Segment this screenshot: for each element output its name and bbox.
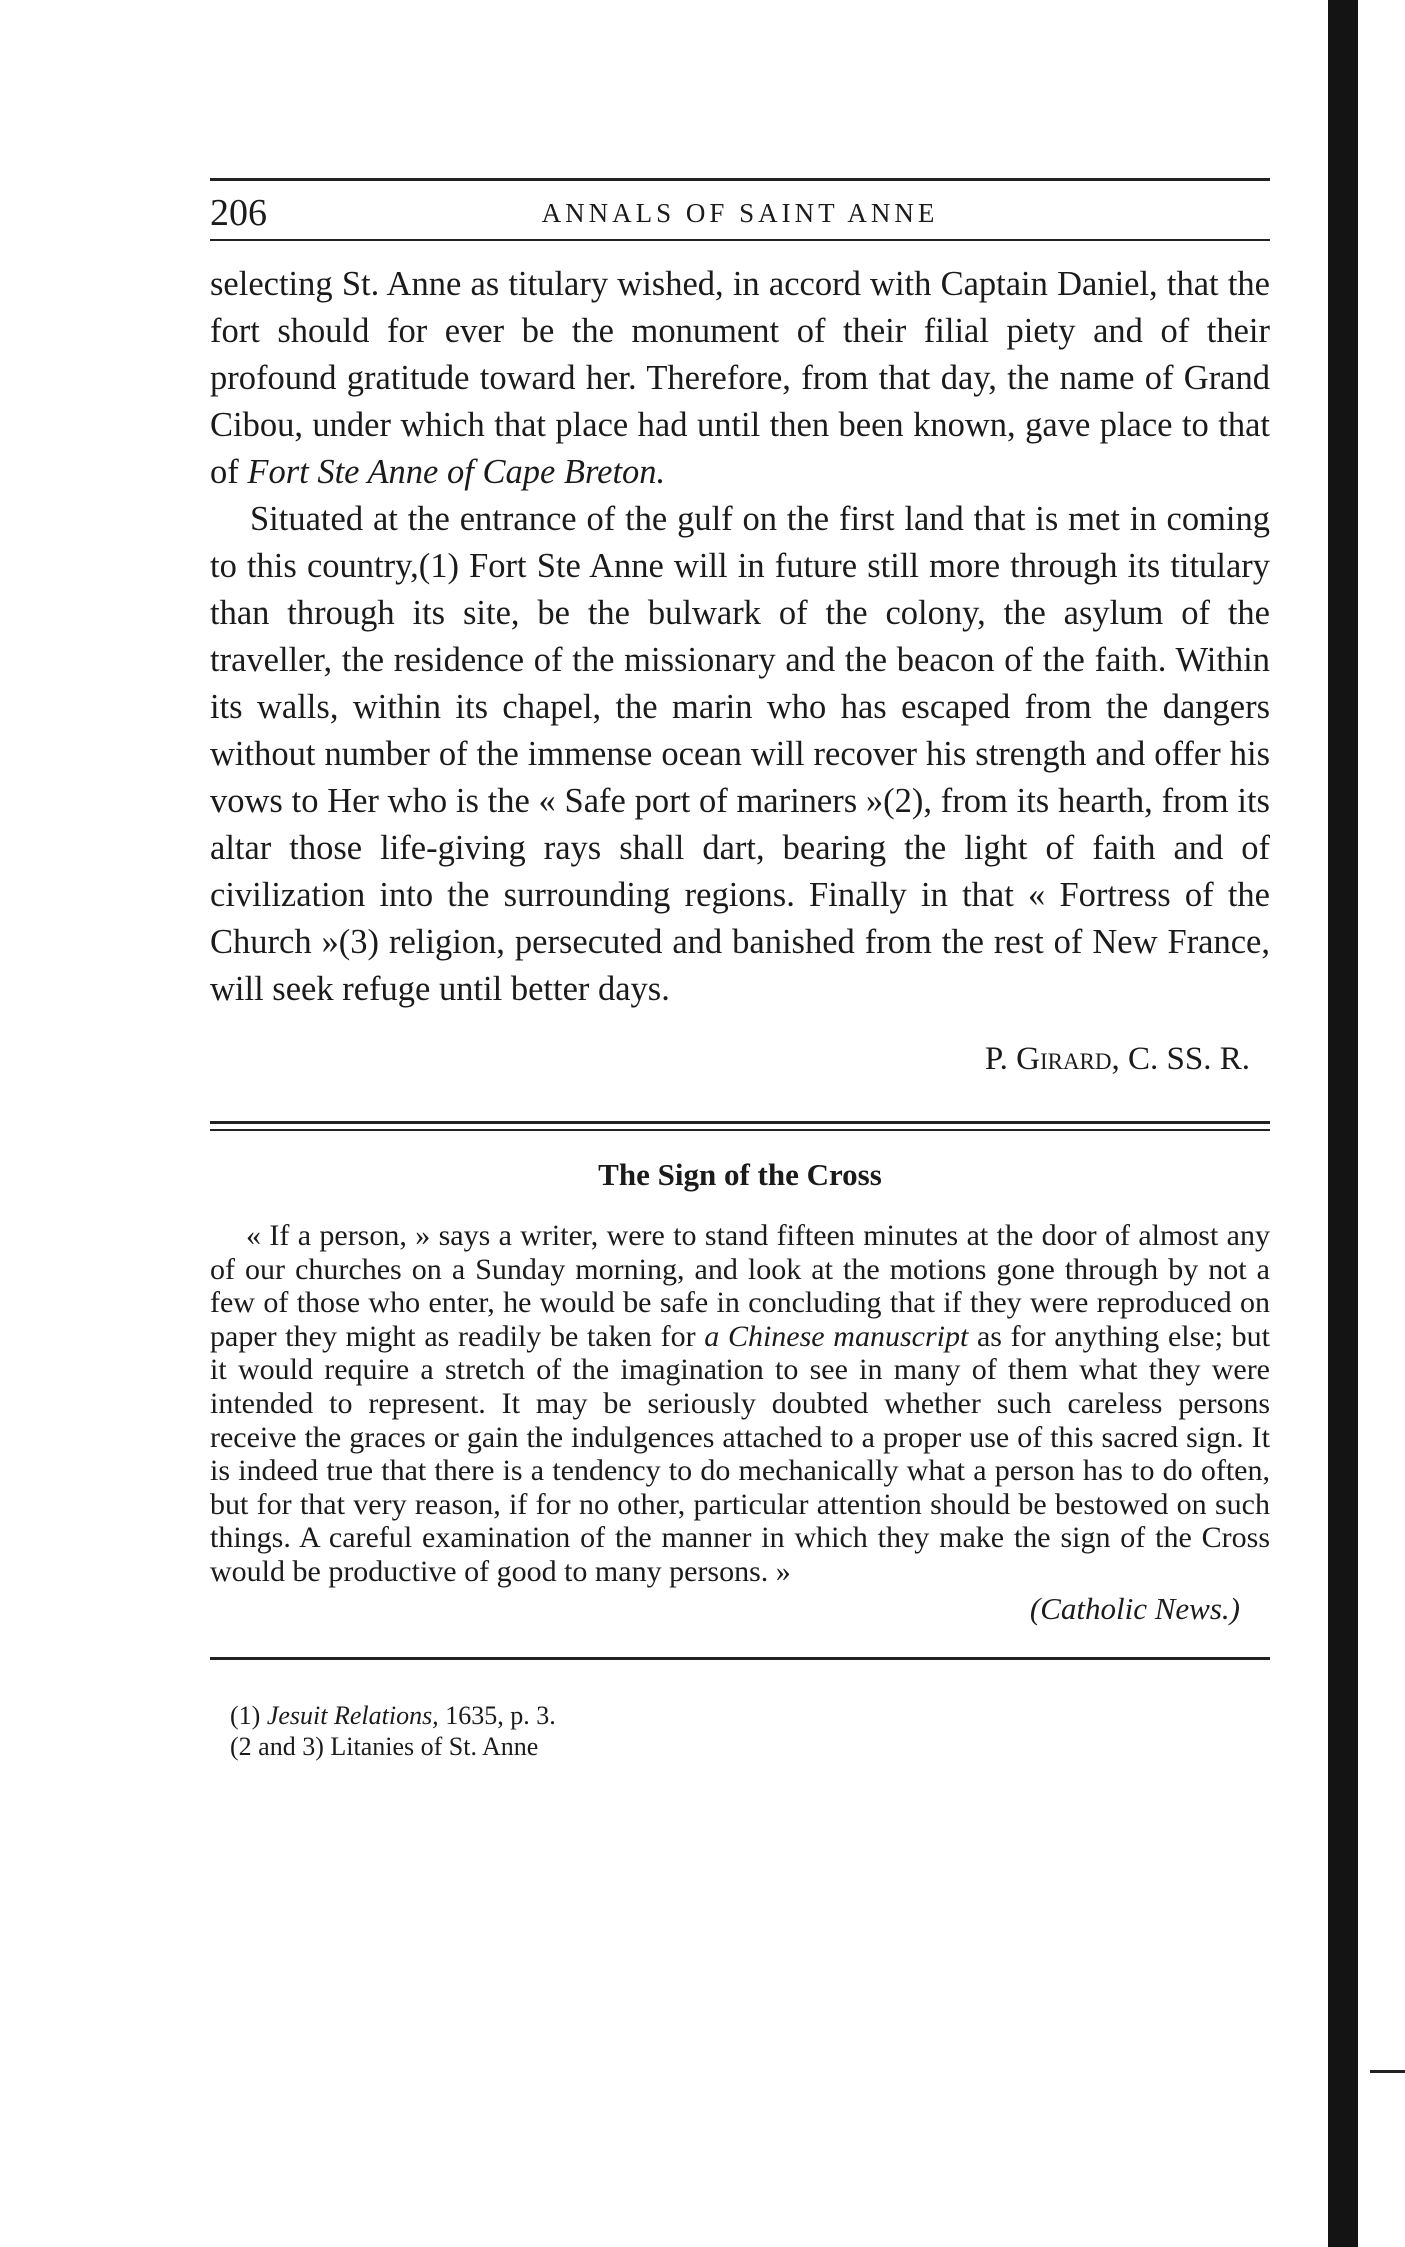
footnote-rule <box>210 1657 1270 1660</box>
running-title: ANNALS OF SAINT ANNE <box>541 198 939 228</box>
footnote-1 <box>230 1700 1270 1731</box>
article-body <box>210 261 1270 1013</box>
top-rule <box>210 178 1270 181</box>
paragraph-1 <box>210 261 1270 496</box>
section-body <box>210 1219 1270 1589</box>
page-edge-bar <box>1328 0 1358 2247</box>
author-signature <box>210 1039 1270 1079</box>
paragraph-2-text-c: Fort Ste Anne will in future still more through its titulary than through its site, be the bulwark of the colony, the asylum of the traveller, the residence of the missionary and the beacon of the faith. Within its walls, within its chapel, the marin who has escaped from the dangers without number of the immense ocean will recover his strength and offer his vows to Her who is the « Safe port of mariners » <box>210 547 1270 820</box>
paragraph-2-text-g: religion, persecuted and banished from the rest of New France, will seek refuge until better days. <box>210 923 1270 1008</box>
section-text-c: as for anything else; but it would require a stretch of the imagination to see in many of them what they were intended to represent. It may be seriously doubted whether such careless persons receive the graces or gain the indulgences attached to a proper use of this sacred sign. It is indeed true that there is a tendency to do mechanically what a person has to do often, but for that very reason, if for no other, particular attention should be bestowed on such things. A careful examination of the manner in which they make the sign of the Cross would be productive of good to many persons. » <box>210 1319 1270 1588</box>
footnote-2 <box>230 1731 1270 1762</box>
footnote-ref-3: (3) <box>338 923 380 961</box>
footnote-1-title: Jesuit Relations, <box>266 1700 439 1730</box>
paragraph-2-text-a: Situated at the entrance of the gulf on the first land that is met in coming to this country, <box>210 500 1270 585</box>
footnote-2-marker: (2 and 3) <box>230 1731 324 1761</box>
footnote-1-text: 1635, p. 3. <box>438 1700 556 1730</box>
footnote-1-marker: (1) <box>230 1700 261 1730</box>
edge-mark <box>1370 2070 1405 2073</box>
footnote-ref-2: (2) <box>883 782 924 820</box>
author-initial: P. <box>984 1041 1017 1077</box>
section-paragraph <box>210 1219 1270 1589</box>
section-title: The Sign of the Cross <box>598 1157 882 1192</box>
footnotes <box>210 1700 1270 1762</box>
page-number: 206 <box>210 192 267 234</box>
fort-name: Fort Ste Anne of Cape Breton. <box>247 453 666 491</box>
paragraph-1-text: selecting St. Anne as titulary wished, in accord with Captain Daniel, that the fort should for ever be the monument of their filial piety and of their profound gratitude toward her. Therefore, from that day, the name of Grand Cibou, under which that place had until then been known, gave place to that of <box>210 265 1270 491</box>
author-name: Girard <box>1016 1041 1112 1077</box>
section-divider-top <box>210 1121 1270 1124</box>
author-suffix: , C. SS. R. <box>1111 1041 1250 1077</box>
section-text-a: « If a person, » says a writer, were to stand fifteen minutes at the door of almost any of our churches on a Sunday morning, and look at the motions gone through by not a few of those who enter, he would be safe in concluding that if they were reproduced on paper they might as readily be taken for <box>210 1219 1270 1353</box>
paragraph-2-text-e: , from its hearth, from its altar those life-giving rays shall dart, bearing the light of faith and of civilization into the surrounding regions. Finally in that « Fortress of the Church » <box>210 782 1270 961</box>
footnote-2-text: Litanies of St. Anne <box>323 1731 539 1761</box>
running-head <box>210 189 1270 237</box>
section-text-italic: a Chinese manuscript <box>704 1319 969 1353</box>
footnote-ref-1: (1) <box>418 547 459 585</box>
page <box>210 178 1270 1762</box>
source-citation: (Catholic News.) <box>1029 1590 1240 1626</box>
header-rule <box>210 239 1270 241</box>
section-divider-bottom <box>210 1129 1270 1131</box>
paragraph-2 <box>210 496 1270 1013</box>
